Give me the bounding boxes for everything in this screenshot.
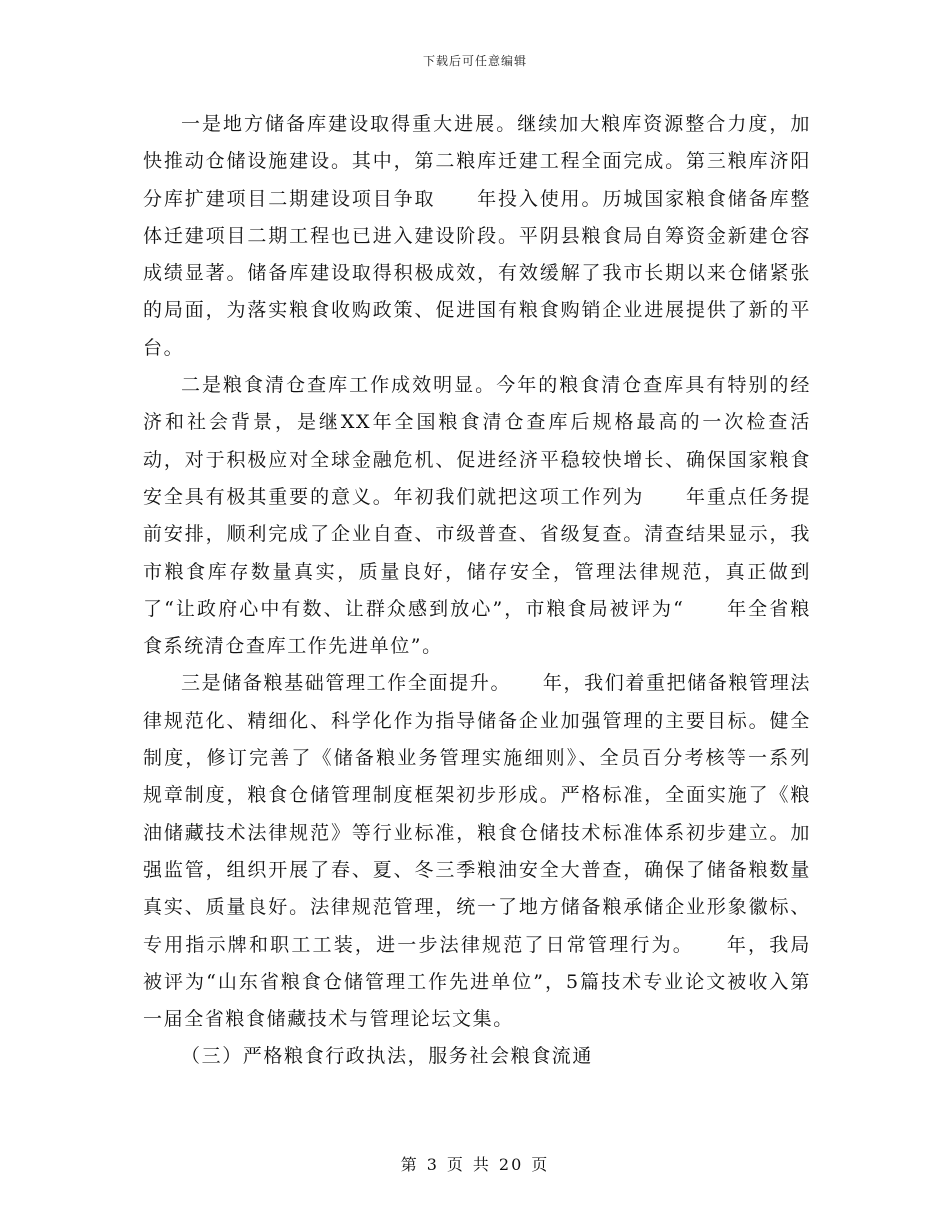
footer-gong: 共 (472, 1155, 491, 1174)
section-heading: （三）严格粮食行政执法，服务社会粮食流通 (181, 1045, 594, 1068)
footer-ye: 页 (446, 1155, 465, 1174)
paragraph-3: 三是储备粮基础管理工作全面提升。 年，我们着重把储备粮管理法律规范化、精细化、科学化作为指导储备企业加强管理的主要目标。健全制度，修订完善了《储备粮业务管理实施细则》、全员百分考核等一系列规章制度，粮食仓储管理制度框架初步形成。严格标准，全面实施了《粮油储藏技术法律规范》等行业标准，粮食仓储技术标准体系初步建立。加强监管，组织开展了春、夏、冬三季粮油安全大普查，确保了储备粮数量真实、质量良好。法律规范管理，统一了地方储备粮承储企业形象徽标、专用指示牌和职工工装，进一步法律规范了日常管理行为。 年，我局被评为“山东省粮食仓储管理工作先进单位”，5篇技术专业论文被收入第一届全省粮食储藏技术与管理论坛文集。 (143, 672, 811, 1031)
paragraph-1: 一是地方储备库建设取得重大进展。继续加大粮库资源整合力度，加快推动仓储设施建设。其中，第二粮库迁建工程全面完成。第三粮库济阳分库扩建项目二期建设项目争取 年投入使用。历城国家粮食储备库整体迁建项目二期工程也已进入建设阶段。平阴县粮食局自筹资金新建仓容成绩显著。储备库建设取得积极成效，有效缓解了我市长期以来仓储紧张的局面，为落实粮食收购政策、促进国有粮食购销企业进展提供了新的平台。 (143, 113, 811, 359)
footer-ye-end: 页 (531, 1155, 550, 1174)
footer-total-pages: 20 (498, 1155, 524, 1174)
document-body (143, 106, 811, 1076)
footer-di: 第 (400, 1155, 419, 1174)
page-header: 下载后可任意编辑 (422, 54, 527, 68)
footer-page-number: 3 (426, 1155, 439, 1174)
paragraph-2: 二是粮食清仓查库工作成效明显。今年的粮食清仓查库具有特别的经济和社会背景，是继XX年全国粮食清仓查库后规格最高的一次检查活动，对于积极应对全球金融危机、促进经济平稳较快增长、确保国家粮食安全具有极其重要的意义。年初我们就把这项工作列为 年重点任务提前安排，顺利完成了企业自查、市级普查、省级复查。清查结果显示，我市粮食库存数量真实，质量良好，储存安全，管理法律规范，真正做到了“让政府心中有数、让群众感到放心”，市粮食局被评为“ 年全省粮食系统清仓查库工作先进单位”。 (143, 374, 811, 658)
page-footer (0, 1152, 950, 1175)
